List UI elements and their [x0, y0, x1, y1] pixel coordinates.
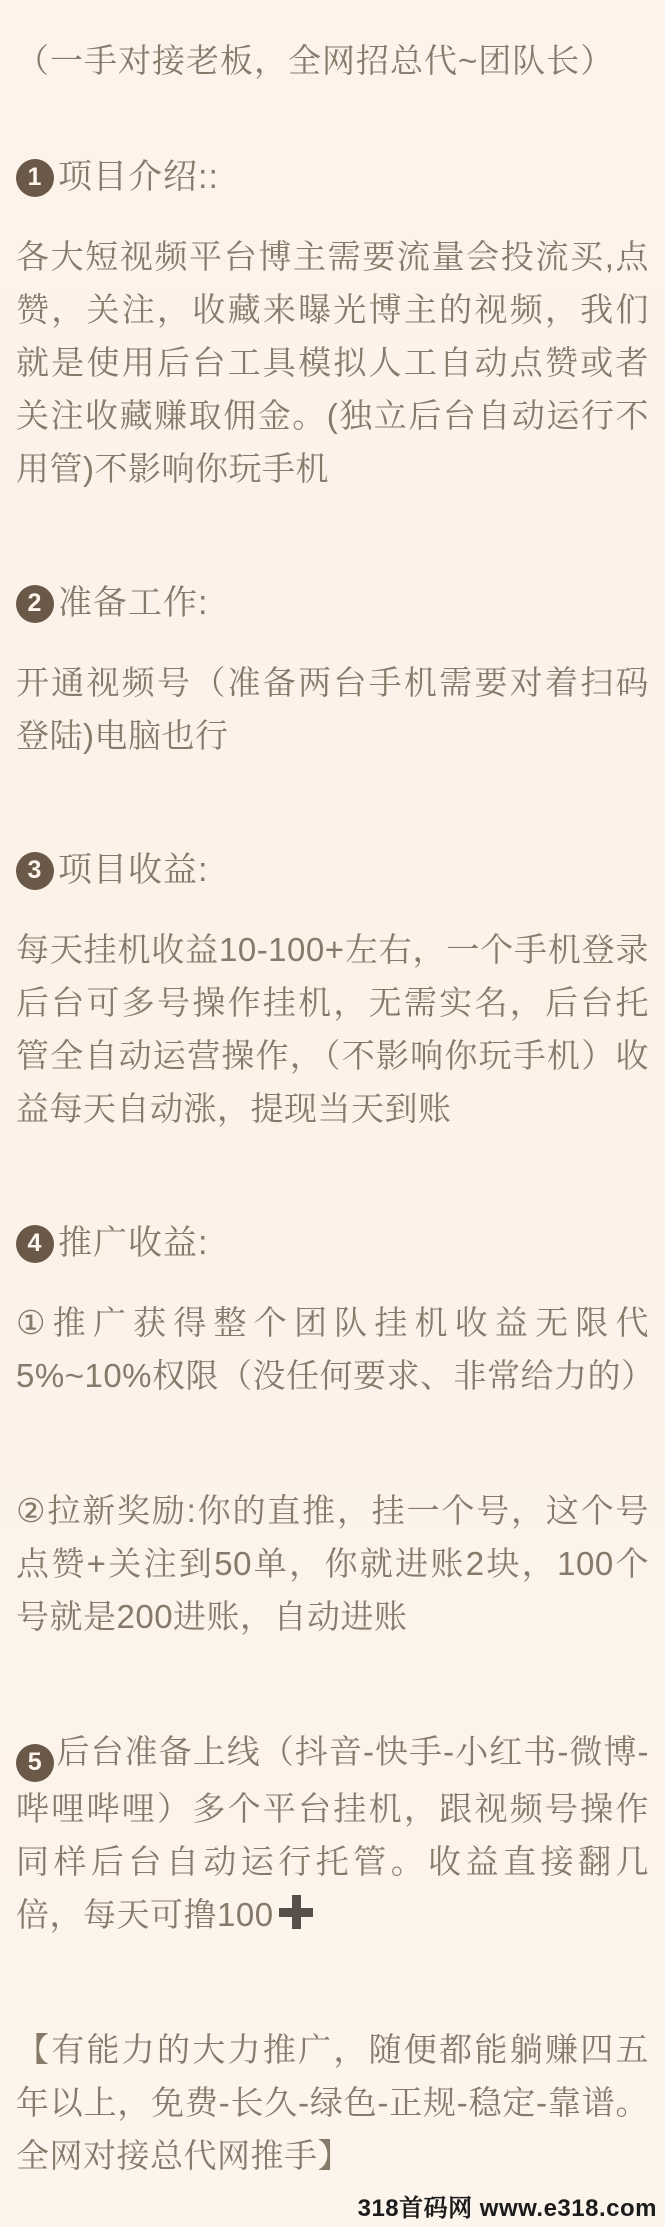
footer-paragraph: 【有能力的大力推广，随便都能躺赚四五年以上，免费-长久-绿色-正规-稳定-靠谱。全网对接总代网推手】 — [16, 2030, 649, 2174]
section-4-title: 推广收益: — [58, 1224, 209, 1262]
section-3 — [16, 844, 649, 1135]
section-1-title: 项目介绍:: — [58, 158, 219, 196]
section-3-paragraph: 每天挂机收益10-100+左右，一个手机登录后台可多号操作挂机，无需实名，后台托管全自动运营操作，（不影响你玩手机）收益每天自动涨，提现当天到账 — [16, 931, 649, 1127]
section-2 — [16, 577, 649, 762]
section-1 — [16, 151, 649, 495]
intro-line: （一手对接老板，全网招总代~团队长） — [16, 42, 615, 79]
section-4-paragraph-2: ②拉新奖励:你的直推，挂一个号，这个号点赞+关注到50单，你就进账2块，100个号就是200进账，自动进账 — [16, 1492, 649, 1635]
section-2-number-badge: 2 — [16, 585, 54, 623]
section-5 — [16, 1725, 649, 1941]
section-2-paragraph: 开通视频号（准备两台手机需要对着扫码登陆)电脑也行 — [16, 664, 649, 754]
section-5-paragraph — [16, 1725, 649, 1941]
section-4-number-badge: 4 — [16, 1225, 54, 1263]
section-2-heading — [16, 577, 649, 630]
section-4-heading — [16, 1217, 649, 1270]
section-3-title: 项目收益: — [58, 851, 209, 889]
watermark: 318首码网 www.e318.com — [357, 2195, 657, 2222]
section-4 — [16, 1217, 655, 1643]
section-1-number-badge: 1 — [16, 159, 54, 197]
section-4-paragraph-1: ①推广获得整个团队挂机收益无限代5%~10%权限（没任何要求、非常给力的） — [16, 1304, 655, 1394]
section-3-number-badge: 3 — [16, 852, 54, 890]
section-5-number-badge: 5 — [16, 1744, 54, 1782]
heavy-plus-icon — [279, 1895, 313, 1929]
section-1-paragraph: 各大短视频平台博主需要流量会投流买,点赞，关注，收藏来曝光博主的视频，我们就是使用后台工具模拟人工自动点赞或者关注收藏赚取佣金。(独立后台自动运行不用管)不影响你玩手机 — [16, 238, 649, 487]
section-3-heading — [16, 844, 649, 897]
section-1-heading — [16, 151, 649, 204]
section-5-text: 后台准备上线（抖音-快手-小红书-微博-哔哩哔哩）多个平台挂机，跟视频号操作同样后台自动运行托管。收益直接翻几倍，每天可撸100 — [16, 1733, 649, 1933]
section-2-title: 准备工作: — [58, 584, 209, 622]
